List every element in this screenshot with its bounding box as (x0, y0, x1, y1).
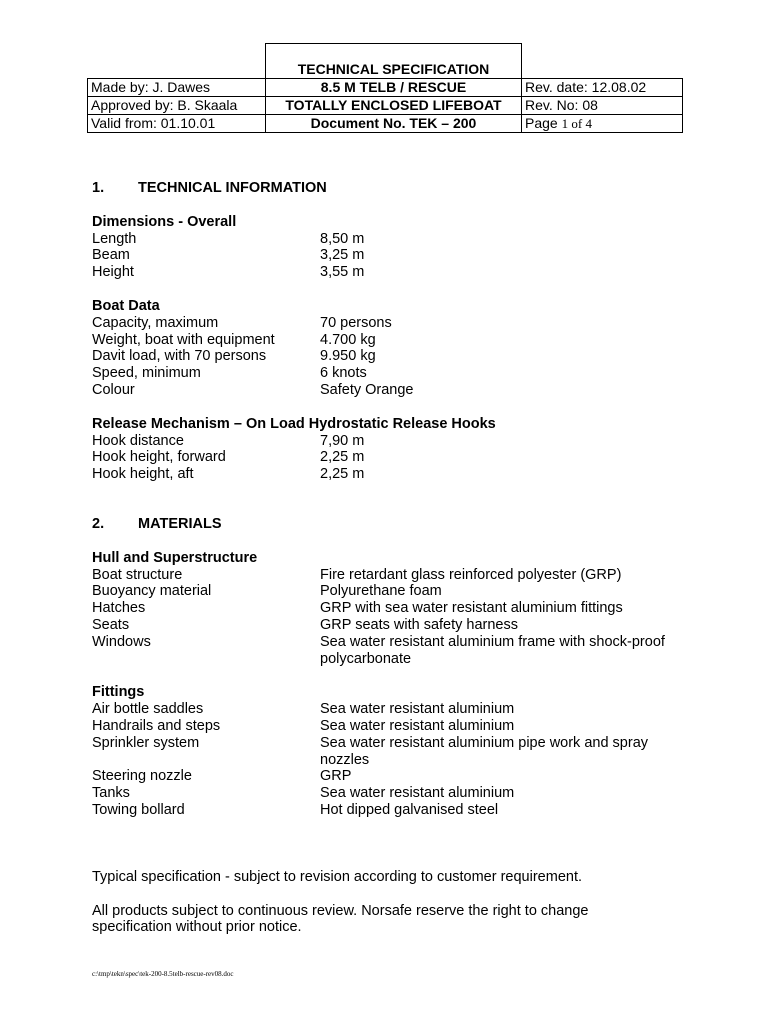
spec-label: Speed, minimum (92, 365, 201, 382)
spec-row (92, 348, 692, 365)
spec-label: Beam (92, 247, 130, 264)
spec-label: Steering nozzle (92, 768, 192, 785)
spec-value: 9.950 kg (320, 348, 376, 365)
spec-label: Hook height, forward (92, 449, 226, 466)
spec-value: 6 knots (320, 365, 367, 382)
section-2-title: MATERIALS (138, 515, 222, 532)
note-typical: Typical specification - subject to revision according to customer requirement. (92, 868, 582, 885)
spec-row (92, 735, 692, 769)
spec-row (92, 332, 692, 349)
page-current: 1 (561, 116, 569, 131)
spec-value: Sea water resistant aluminium (320, 785, 515, 802)
spec-row (92, 583, 692, 600)
section-2-number: 2. (92, 515, 105, 532)
header-blank-left (88, 44, 266, 79)
spec-row (92, 382, 692, 399)
spec-row (92, 449, 692, 466)
spec-value: GRP (320, 768, 352, 785)
document-body (92, 180, 692, 936)
section-2-heading (92, 516, 692, 533)
spec-row (92, 785, 692, 802)
spec-row (92, 634, 692, 668)
spec-row (92, 315, 692, 332)
rev-no: Rev. No: 08 (522, 97, 683, 115)
page-label: Page (525, 115, 562, 131)
approved-by: Approved by: B. Skaala (88, 97, 266, 115)
page-number (522, 115, 683, 133)
spec-label: Height (92, 264, 134, 281)
spec-label: Handrails and steps (92, 717, 221, 734)
spec-label: Hook height, aft (92, 466, 194, 483)
boat-data-heading: Boat Data (92, 297, 160, 314)
spec-label: Davit load, with 70 persons (92, 348, 267, 365)
spec-value: Hot dipped galvanised steel (320, 801, 499, 818)
rev-date: Rev. date: 12.08.02 (522, 79, 683, 97)
spec-value: 2,25 m (320, 449, 365, 466)
spec-label: Capacity, maximum (92, 314, 219, 331)
spec-row (92, 701, 692, 718)
spec-value: Fire retardant glass reinforced polyester (GRP) (320, 566, 622, 583)
section-1-number: 1. (92, 180, 105, 196)
spec-label: Length (92, 230, 137, 247)
spec-label: Windows (92, 633, 151, 650)
section-1-title: TECHNICAL INFORMATION (138, 180, 327, 196)
spec-label: Seats (92, 616, 130, 633)
spec-label: Hatches (92, 600, 146, 617)
fittings-list (92, 701, 692, 819)
spec-value: Safety Orange (320, 381, 414, 398)
spec-label: Tanks (92, 785, 130, 802)
spec-row (92, 567, 692, 584)
spec-value: GRP with sea water resistant aluminium fittings (320, 600, 623, 617)
product-name: 8.5 M TELB / RESCUE (266, 79, 522, 97)
spec-value: 8,50 m (320, 230, 365, 247)
fittings-heading: Fittings (92, 684, 145, 701)
header-blank-right (522, 44, 683, 79)
hull-list (92, 567, 692, 668)
dimensions-list (92, 231, 692, 281)
spec-label: Air bottle saddles (92, 701, 204, 718)
spec-row (92, 247, 692, 264)
spec-row (92, 600, 692, 617)
spec-value: 4.700 kg (320, 331, 376, 348)
spec-label: Weight, boat with equipment (92, 331, 275, 348)
product-type: TOTALLY ENCLOSED LIFEBOAT (266, 97, 522, 115)
valid-from: Valid from: 01.10.01 (88, 115, 266, 133)
release-mechanism-heading: Release Mechanism – On Load Hydrostatic Release Hooks (92, 415, 496, 432)
spec-value: Sea water resistant aluminium (320, 701, 515, 718)
spec-row (92, 231, 692, 248)
note-review: All products subject to continuous review. Norsafe reserve the right to change specification without prior notice. (92, 902, 589, 936)
spec-value: GRP seats with safety harness (320, 616, 518, 633)
dimensions-heading: Dimensions - Overall (92, 213, 237, 230)
boat-data-list (92, 315, 692, 399)
hull-heading: Hull and Superstructure (92, 549, 258, 566)
page-total: 4 (585, 116, 592, 131)
page-of: of (568, 116, 586, 131)
section-1-heading (92, 180, 692, 197)
spec-value: Sea water resistant aluminium (320, 717, 515, 734)
file-path-footer: c:\tmp\tekn\spec\tek-200-8.5telb-rescue-rev08.doc (92, 970, 234, 978)
spec-value: 70 persons (320, 314, 392, 331)
spec-value: 3,25 m (320, 247, 365, 264)
spec-value: Sea water resistant aluminium frame with shock-proof polycarbonate (320, 633, 665, 667)
spec-row (92, 433, 692, 450)
spec-row (92, 264, 692, 281)
spec-label: Buoyancy material (92, 583, 212, 600)
header-table (87, 43, 683, 133)
document-number: Document No. TEK – 200 (266, 115, 522, 133)
spec-label: Hook distance (92, 432, 184, 449)
made-by: Made by: J. Dawes (88, 79, 266, 97)
spec-label: Towing bollard (92, 801, 185, 818)
spec-row (92, 768, 692, 785)
release-mechanism-list (92, 433, 692, 483)
spec-row (92, 718, 692, 735)
spec-label: Colour (92, 381, 135, 398)
spec-row (92, 617, 692, 634)
spec-label: Boat structure (92, 566, 183, 583)
spec-row (92, 802, 692, 819)
spec-value: 2,25 m (320, 466, 365, 483)
spec-value: 3,55 m (320, 264, 365, 281)
spec-value: Polyurethane foam (320, 583, 442, 600)
spec-label: Sprinkler system (92, 734, 200, 751)
spec-value: Sea water resistant aluminium pipe work and spray nozzles (320, 734, 649, 768)
spec-value: 7,90 m (320, 432, 365, 449)
spec-row (92, 365, 692, 382)
header-title: TECHNICAL SPECIFICATION (266, 44, 522, 79)
spec-row (92, 466, 692, 483)
